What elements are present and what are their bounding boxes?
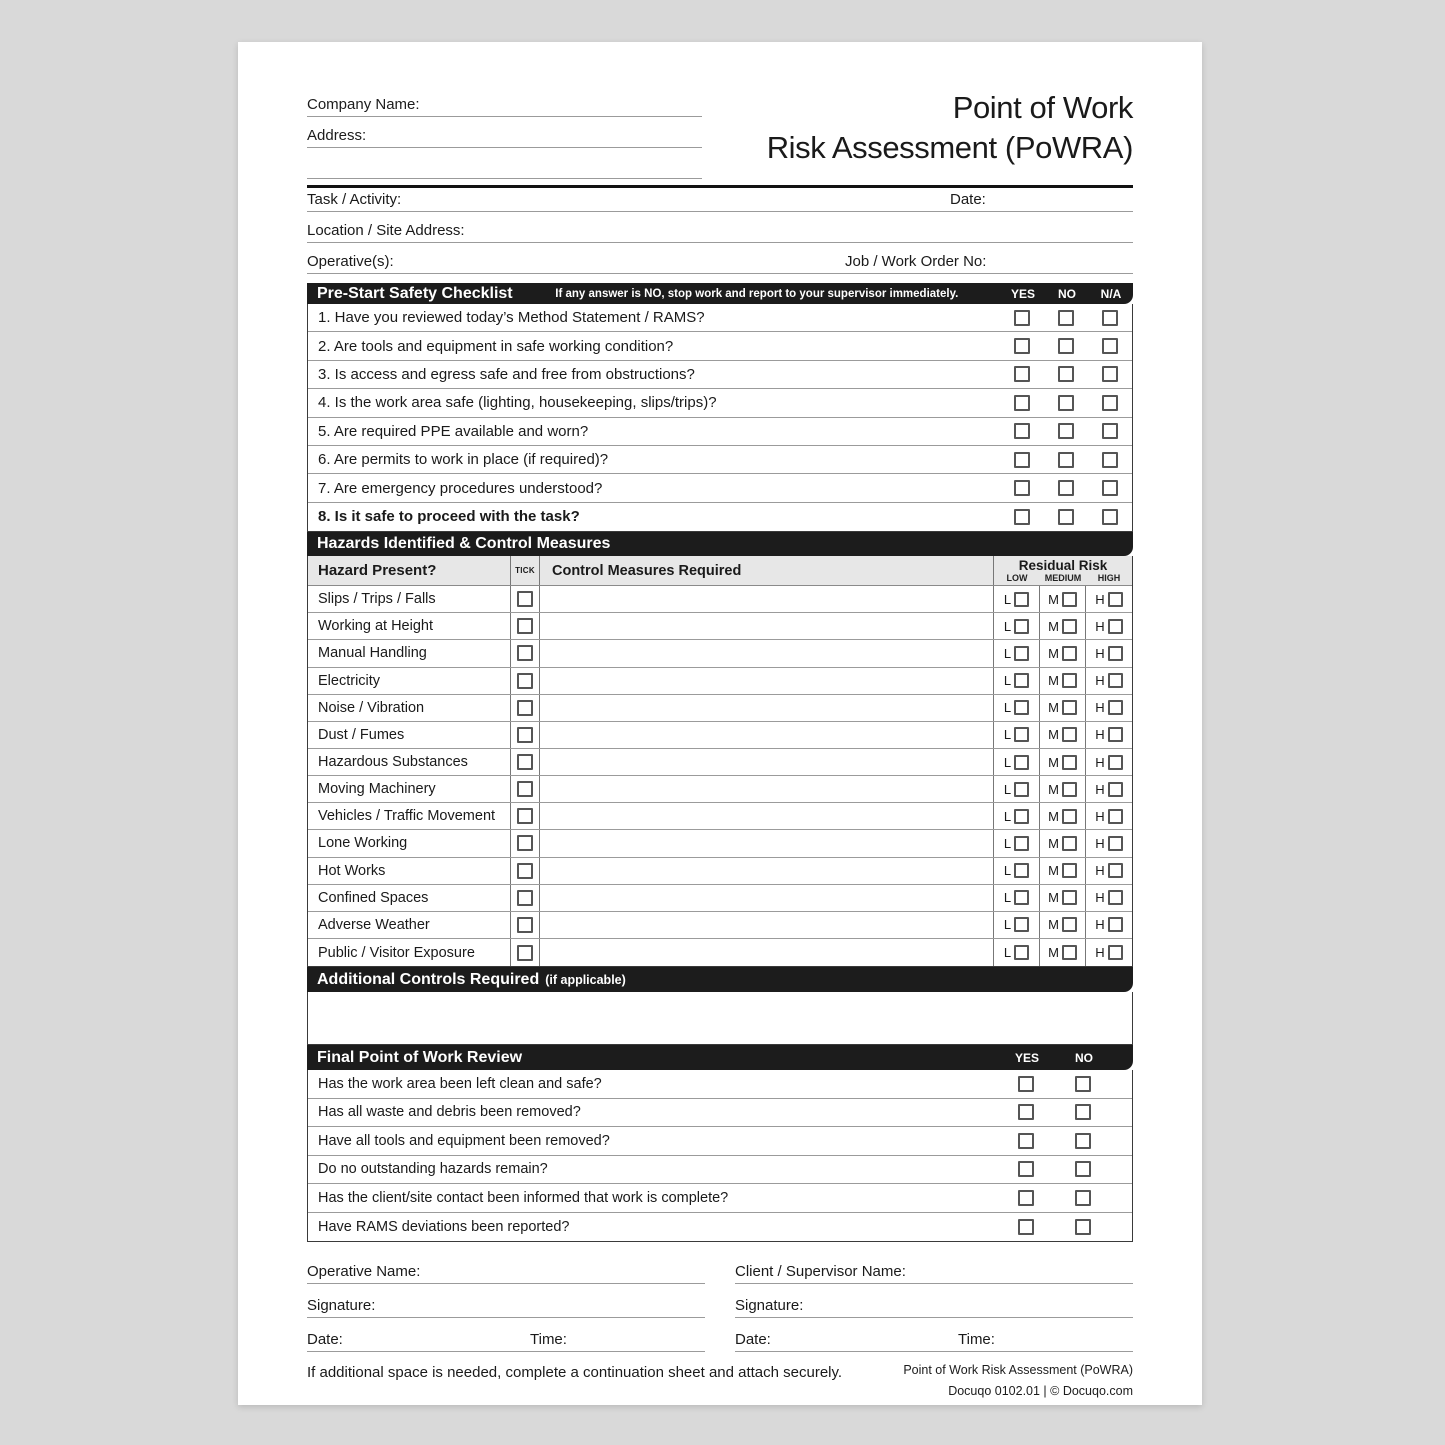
hazards-table [307, 556, 1133, 967]
yes-checkbox[interactable] [1014, 423, 1030, 439]
signature-label: Signature: [735, 1297, 804, 1315]
final-review-title: Final Point of Work Review [317, 1048, 523, 1066]
hazard-row-6 [308, 722, 1132, 749]
hazard-row-9 [308, 803, 1132, 830]
risk-medium-letter: M [1048, 890, 1059, 906]
risk-medium-letter: M [1048, 945, 1059, 961]
prestart-question: 3. Is access and egress safe and free from obstructions? [318, 365, 695, 383]
no-checkbox[interactable] [1058, 509, 1074, 525]
risk-high-checkbox[interactable] [1108, 700, 1123, 715]
na-checkbox[interactable] [1102, 509, 1118, 525]
risk-high-letter: H [1095, 591, 1105, 607]
page-title [702, 88, 1133, 179]
risk-medium-letter: M [1048, 727, 1059, 743]
yes-checkbox[interactable] [1014, 366, 1030, 382]
no-checkbox[interactable] [1058, 452, 1074, 468]
final-review-row-4 [308, 1156, 1132, 1185]
hazard-name: Moving Machinery [308, 776, 511, 802]
control-measures-cell[interactable] [540, 912, 994, 938]
risk-low-letter: L [1003, 890, 1012, 906]
time-label: Time: [958, 1331, 995, 1349]
hazard-name: Lone Working [308, 830, 511, 856]
risk-low-letter: L [1003, 917, 1012, 933]
prestart-question: 5. Are required PPE available and worn? [318, 422, 589, 440]
control-measures-cell[interactable] [540, 749, 994, 775]
hazard-tick-checkbox[interactable] [517, 700, 533, 716]
control-measures-cell[interactable] [540, 640, 994, 666]
hazard-name: Hazardous Substances [308, 749, 511, 775]
final-review-table [307, 1070, 1133, 1242]
final-review-row-2 [308, 1099, 1132, 1128]
hazard-name: Electricity [308, 668, 511, 694]
risk-low-checkbox[interactable] [1014, 809, 1029, 824]
client-name-field[interactable] [735, 1250, 1133, 1284]
risk-high-letter: H [1095, 781, 1105, 797]
na-checkbox[interactable] [1102, 480, 1118, 496]
hazard-row-8 [308, 776, 1132, 803]
hazards-title: Hazards Identified & Control Measures [317, 535, 611, 553]
yes-checkbox[interactable] [1018, 1161, 1034, 1177]
no-checkbox[interactable] [1058, 395, 1074, 411]
operative-date-time-field[interactable] [307, 1318, 705, 1352]
no-checkbox[interactable] [1058, 423, 1074, 439]
time-label: Time: [530, 1331, 567, 1349]
hazard-tick-checkbox[interactable] [517, 645, 533, 661]
risk-low-checkbox[interactable] [1014, 619, 1029, 634]
operatives-label: Operative(s): [307, 253, 394, 270]
hazard-name: Vehicles / Traffic Movement [308, 803, 511, 829]
control-measures-cell[interactable] [540, 830, 994, 856]
yes-checkbox[interactable] [1014, 452, 1030, 468]
na-checkbox[interactable] [1102, 338, 1118, 354]
task-date-row[interactable] [307, 188, 1133, 212]
continuation-note: If additional space is needed, complete a continuation sheet and attach securely. [307, 1364, 843, 1382]
risk-high-letter: H [1095, 645, 1105, 661]
hazards-section-header [307, 532, 1133, 556]
hazard-row-14 [308, 939, 1132, 966]
prestart-question: 1. Have you reviewed today’s Method Statement / RAMS? [318, 309, 705, 327]
risk-medium-checkbox[interactable] [1062, 782, 1077, 797]
company-name-label: Company Name: [307, 96, 420, 113]
control-measures-cell[interactable] [540, 586, 994, 612]
operative-name-label: Operative Name: [307, 1263, 421, 1281]
additional-controls-title: Additional Controls Required [317, 970, 540, 988]
risk-medium-checkbox[interactable] [1062, 863, 1077, 878]
risk-low-checkbox[interactable] [1014, 592, 1029, 607]
document-name: Point of Work Risk Assessment (PoWRA) [903, 1363, 1133, 1378]
prestart-row-1 [308, 304, 1132, 332]
final-review-row-5 [308, 1184, 1132, 1213]
final-col-no: NO [1075, 1050, 1093, 1065]
hazard-row-5 [308, 695, 1132, 722]
hazard-row-13 [308, 912, 1132, 939]
hazard-present-header: Hazard Present? [308, 556, 511, 585]
risk-high-letter: H [1095, 618, 1105, 634]
yes-checkbox[interactable] [1014, 395, 1030, 411]
na-checkbox[interactable] [1102, 395, 1118, 411]
risk-high-checkbox[interactable] [1108, 945, 1123, 960]
final-review-row-6 [308, 1213, 1132, 1242]
prestart-question: 6. Are permits to work in place (if required)? [318, 451, 609, 469]
risk-high-letter: H [1095, 863, 1105, 879]
control-measures-cell[interactable] [540, 803, 994, 829]
hazard-tick-checkbox[interactable] [517, 618, 533, 634]
company-address-block [307, 86, 702, 179]
hazard-name: Slips / Trips / Falls [308, 586, 511, 612]
hazard-row-10 [308, 830, 1132, 857]
risk-low-letter: L [1003, 700, 1012, 716]
risk-high-letter: H [1095, 945, 1105, 961]
address-label: Address: [307, 127, 367, 144]
risk-low-checkbox[interactable] [1014, 727, 1029, 742]
risk-high-checkbox[interactable] [1108, 727, 1123, 742]
risk-medium-checkbox[interactable] [1062, 646, 1077, 661]
task-label: Task / Activity: [307, 191, 402, 208]
hazard-name: Adverse Weather [308, 912, 511, 938]
risk-medium-letter: M [1048, 917, 1059, 933]
risk-low-header: LOW [1006, 572, 1028, 583]
control-measures-cell[interactable] [540, 939, 994, 966]
prestart-row-7 [308, 474, 1132, 502]
risk-medium-checkbox[interactable] [1062, 727, 1077, 742]
risk-high-letter: H [1095, 754, 1105, 770]
final-review-question: Has all waste and debris been removed? [318, 1104, 581, 1121]
prestart-subtitle: If any answer is NO, stop work and report to your supervisor immediately. [555, 287, 959, 300]
control-measures-cell[interactable] [540, 776, 994, 802]
hazards-table-header [308, 556, 1132, 586]
prestart-question: 4. Is the work area safe (lighting, housekeeping, slips/trips)? [318, 394, 717, 412]
prestart-section-header [307, 283, 1133, 304]
risk-low-letter: L [1003, 781, 1012, 797]
hazard-tick-checkbox[interactable] [517, 781, 533, 797]
risk-high-letter: H [1095, 673, 1105, 689]
final-review-header [307, 1045, 1133, 1070]
additional-controls-qualifier: (if applicable) [545, 972, 626, 987]
hazard-row-2 [308, 613, 1132, 640]
operatives-job-row[interactable] [307, 243, 1133, 274]
signature-section [307, 1250, 1133, 1352]
risk-medium-checkbox[interactable] [1062, 917, 1077, 932]
risk-high-letter: H [1095, 890, 1105, 906]
hazard-row-11 [308, 858, 1132, 885]
risk-medium-letter: M [1048, 700, 1059, 716]
client-name-label: Client / Supervisor Name: [735, 1263, 906, 1281]
no-checkbox[interactable] [1075, 1219, 1091, 1235]
control-measures-cell[interactable] [540, 722, 994, 748]
risk-medium-checkbox[interactable] [1062, 700, 1077, 715]
hazard-name: Noise / Vibration [308, 695, 511, 721]
control-measures-header: Control Measures Required [540, 556, 994, 585]
risk-medium-letter: M [1048, 781, 1059, 797]
operative-signature-block [307, 1250, 705, 1352]
risk-medium-checkbox[interactable] [1062, 945, 1077, 960]
yes-checkbox[interactable] [1014, 310, 1030, 326]
risk-medium-letter: M [1048, 754, 1059, 770]
risk-high-checkbox[interactable] [1108, 890, 1123, 905]
signature-label: Signature: [307, 1297, 376, 1315]
risk-low-letter: L [1003, 863, 1012, 879]
hazard-name: Working at Height [308, 613, 511, 639]
control-measures-cell[interactable] [540, 668, 994, 694]
final-review-question: Has the work area been left clean and safe? [318, 1075, 602, 1092]
no-checkbox[interactable] [1075, 1190, 1091, 1206]
address-field[interactable] [307, 117, 702, 148]
risk-medium-checkbox[interactable] [1062, 836, 1077, 851]
prestart-col-yes: YES [1010, 286, 1035, 301]
document-reference [903, 1360, 1133, 1402]
risk-high-checkbox[interactable] [1108, 592, 1123, 607]
prestart-table [307, 304, 1133, 532]
risk-high-checkbox[interactable] [1108, 619, 1123, 634]
risk-low-checkbox[interactable] [1014, 646, 1029, 661]
risk-medium-letter: M [1048, 645, 1059, 661]
risk-high-checkbox[interactable] [1108, 646, 1123, 661]
prestart-row-4 [308, 389, 1132, 417]
yes-checkbox[interactable] [1014, 480, 1030, 496]
prestart-col-no: NO [1058, 286, 1076, 301]
risk-high-letter: H [1095, 727, 1105, 743]
client-signature-field[interactable] [735, 1284, 1133, 1318]
risk-low-checkbox[interactable] [1014, 755, 1029, 770]
risk-medium-checkbox[interactable] [1062, 809, 1077, 824]
yes-checkbox[interactable] [1014, 509, 1030, 525]
risk-high-header: HIGH [1097, 572, 1121, 583]
risk-low-checkbox[interactable] [1014, 890, 1029, 905]
hazard-name: Manual Handling [308, 640, 511, 666]
risk-medium-letter: M [1048, 835, 1059, 851]
final-review-question: Do no outstanding hazards remain? [318, 1161, 548, 1178]
risk-high-checkbox[interactable] [1108, 917, 1123, 932]
hazard-tick-checkbox[interactable] [517, 835, 533, 851]
final-review-question: Have all tools and equipment been removed? [318, 1132, 610, 1149]
risk-high-checkbox[interactable] [1108, 782, 1123, 797]
risk-high-checkbox[interactable] [1108, 836, 1123, 851]
prestart-question: 7. Are emergency procedures understood? [318, 479, 603, 497]
company-name-field[interactable] [307, 86, 702, 117]
operative-signature-field[interactable] [307, 1284, 705, 1318]
residual-risk-title: Residual Risk [1018, 557, 1108, 573]
risk-medium-letter: M [1048, 591, 1059, 607]
na-checkbox[interactable] [1102, 310, 1118, 326]
date-label: Date: [735, 1331, 771, 1349]
risk-medium-checkbox[interactable] [1062, 619, 1077, 634]
risk-low-letter: L [1003, 945, 1012, 961]
location-label: Location / Site Address: [307, 222, 465, 239]
risk-high-checkbox[interactable] [1108, 755, 1123, 770]
client-signature-block [735, 1250, 1133, 1352]
prestart-row-5 [308, 418, 1132, 446]
risk-high-letter: H [1095, 917, 1105, 933]
risk-low-letter: L [1003, 835, 1012, 851]
prestart-question: 8. Is it safe to proceed with the task? [318, 508, 580, 526]
hazard-tick-checkbox[interactable] [517, 727, 533, 743]
hazard-name: Hot Works [308, 858, 511, 884]
risk-low-letter: L [1003, 591, 1012, 607]
yes-checkbox[interactable] [1018, 1076, 1034, 1092]
client-date-time-field[interactable] [735, 1318, 1133, 1352]
residual-risk-header [994, 556, 1132, 585]
prestart-title: Pre-Start Safety Checklist [317, 284, 513, 302]
address-field-line2[interactable] [307, 148, 702, 179]
no-checkbox[interactable] [1075, 1161, 1091, 1177]
risk-low-checkbox[interactable] [1014, 782, 1029, 797]
yes-checkbox[interactable] [1018, 1190, 1034, 1206]
hazard-tick-checkbox[interactable] [517, 945, 533, 961]
prestart-row-8 [308, 503, 1132, 531]
risk-low-letter: L [1003, 673, 1012, 689]
additional-controls-header [307, 967, 1133, 992]
final-review-row-1 [308, 1070, 1132, 1099]
risk-high-checkbox[interactable] [1108, 809, 1123, 824]
risk-low-letter: L [1003, 618, 1012, 634]
risk-low-checkbox[interactable] [1014, 700, 1029, 715]
prestart-col-na: N/A [1100, 286, 1122, 301]
control-measures-cell[interactable] [540, 858, 994, 884]
risk-high-letter: H [1095, 700, 1105, 716]
hazard-row-12 [308, 885, 1132, 912]
title-line1: Point of Work [952, 90, 1133, 125]
title-line2: Risk Assessment (PoWRA) [766, 130, 1133, 165]
final-review-question: Has the client/site contact been informed that work is complete? [318, 1189, 729, 1206]
no-checkbox[interactable] [1075, 1133, 1091, 1149]
hazard-row-4 [308, 668, 1132, 695]
tick-header: TICK [511, 556, 540, 585]
no-checkbox[interactable] [1075, 1104, 1091, 1120]
hazard-row-1 [308, 586, 1132, 613]
hazard-name: Dust / Fumes [308, 722, 511, 748]
hazard-tick-checkbox[interactable] [517, 863, 533, 879]
risk-low-checkbox[interactable] [1014, 945, 1029, 960]
risk-medium-letter: M [1048, 863, 1059, 879]
no-checkbox[interactable] [1058, 310, 1074, 326]
document-ref-number: Docuqo 0102.01 | © Docuqo.com [948, 1384, 1133, 1399]
risk-low-letter: L [1003, 645, 1012, 661]
risk-high-letter: H [1095, 835, 1105, 851]
risk-medium-checkbox[interactable] [1062, 592, 1077, 607]
prestart-row-6 [308, 446, 1132, 474]
date-label: Date: [950, 191, 986, 208]
location-row[interactable] [307, 212, 1133, 243]
yes-checkbox[interactable] [1018, 1104, 1034, 1120]
yes-checkbox[interactable] [1014, 338, 1030, 354]
no-checkbox[interactable] [1075, 1076, 1091, 1092]
control-measures-cell[interactable] [540, 885, 994, 911]
hazard-name: Confined Spaces [308, 885, 511, 911]
final-review-row-3 [308, 1127, 1132, 1156]
prestart-row-2 [308, 332, 1132, 360]
hazard-tick-checkbox[interactable] [517, 754, 533, 770]
no-checkbox[interactable] [1058, 366, 1074, 382]
risk-medium-letter: M [1048, 808, 1059, 824]
control-measures-cell[interactable] [540, 613, 994, 639]
control-measures-cell[interactable] [540, 695, 994, 721]
final-col-yes: YES [1014, 1050, 1039, 1065]
prestart-question: 2. Are tools and equipment in safe working condition? [318, 337, 674, 355]
na-checkbox[interactable] [1102, 452, 1118, 468]
risk-low-checkbox[interactable] [1014, 917, 1029, 932]
risk-high-checkbox[interactable] [1108, 863, 1123, 878]
yes-checkbox[interactable] [1018, 1133, 1034, 1149]
risk-medium-checkbox[interactable] [1062, 673, 1077, 688]
na-checkbox[interactable] [1102, 423, 1118, 439]
risk-low-letter: L [1003, 808, 1012, 824]
risk-medium-letter: M [1048, 618, 1059, 634]
hazard-name: Public / Visitor Exposure [308, 939, 511, 966]
no-checkbox[interactable] [1058, 338, 1074, 354]
risk-medium-checkbox[interactable] [1062, 755, 1077, 770]
hazard-tick-checkbox[interactable] [517, 673, 533, 689]
page-footer [307, 1360, 1133, 1402]
risk-high-letter: H [1095, 808, 1105, 824]
additional-controls-textarea[interactable] [307, 992, 1133, 1045]
form-header [307, 86, 1133, 179]
yes-checkbox[interactable] [1018, 1219, 1034, 1235]
hazard-tick-checkbox[interactable] [517, 591, 533, 607]
risk-low-checkbox[interactable] [1014, 673, 1029, 688]
risk-low-checkbox[interactable] [1014, 836, 1029, 851]
final-review-question: Have RAMS deviations been reported? [318, 1218, 570, 1235]
risk-medium-header: MEDIUM [1044, 572, 1082, 583]
risk-low-checkbox[interactable] [1014, 863, 1029, 878]
hazard-tick-checkbox[interactable] [517, 808, 533, 824]
hazard-tick-checkbox[interactable] [517, 890, 533, 906]
form-page [238, 42, 1202, 1405]
risk-medium-checkbox[interactable] [1062, 890, 1077, 905]
date-label: Date: [307, 1331, 343, 1349]
no-checkbox[interactable] [1058, 480, 1074, 496]
risk-medium-letter: M [1048, 673, 1059, 689]
prestart-row-3 [308, 361, 1132, 389]
hazard-row-7 [308, 749, 1132, 776]
risk-high-checkbox[interactable] [1108, 673, 1123, 688]
hazard-tick-checkbox[interactable] [517, 917, 533, 933]
hazard-row-3 [308, 640, 1132, 667]
na-checkbox[interactable] [1102, 366, 1118, 382]
risk-low-letter: L [1003, 727, 1012, 743]
operative-name-field[interactable] [307, 1250, 705, 1284]
risk-low-letter: L [1003, 754, 1012, 770]
job-order-label: Job / Work Order No: [845, 253, 987, 270]
